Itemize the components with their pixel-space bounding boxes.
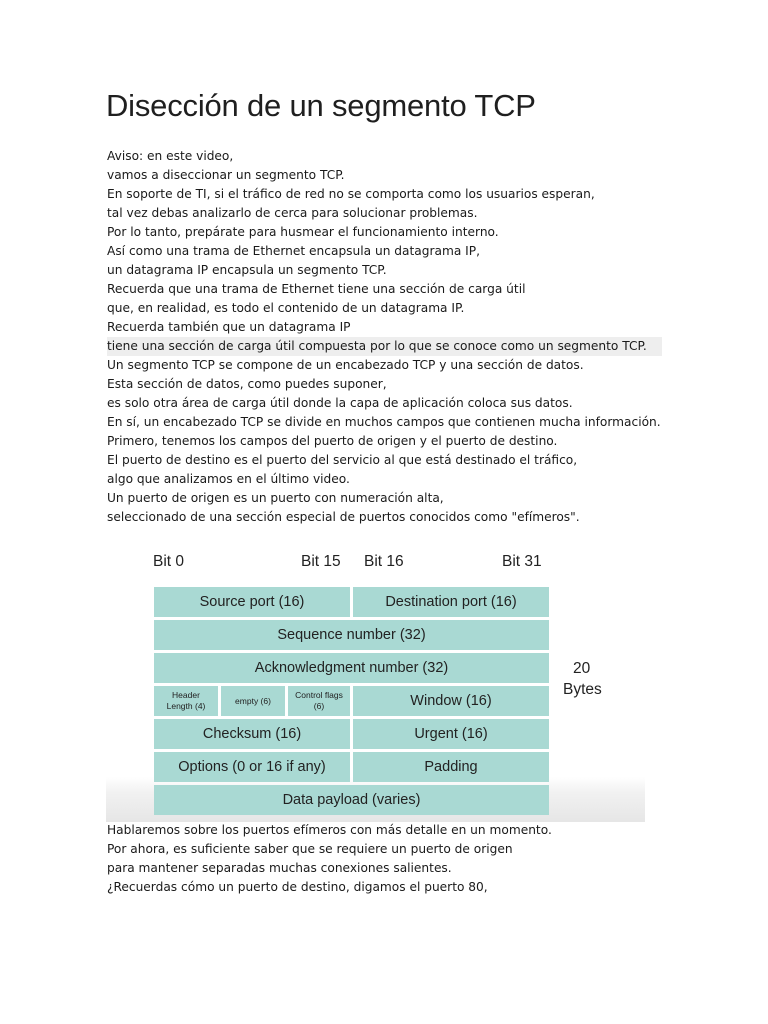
options-field: Options (0 or 16 if any) — [154, 752, 350, 782]
bit-label-15: Bit 15 — [301, 553, 341, 570]
tcp-header-diagram — [106, 541, 645, 822]
text-line: vamos a diseccionar un segmento TCP. — [107, 168, 345, 182]
data-payload-field: Data payload (varies) — [154, 785, 549, 815]
text-line: para mantener separadas muchas conexiones salientes. — [107, 861, 452, 875]
header-size-number: 20 — [573, 660, 591, 677]
text-line: Por ahora, es suficiente saber que se requiere un puerto de origen — [107, 842, 513, 856]
text-line: algo que analizamos en el último video. — [107, 472, 350, 486]
highlighted-text-line: tiene una sección de carga útil compuesta por lo que se conoce como un segmento TCP. — [107, 337, 662, 356]
text-line: seleccionado de una sección especial de puertos conocidos como "efímeros". — [107, 510, 580, 524]
source-port-field: Source port (16) — [154, 587, 350, 617]
bit-label-31: Bit 31 — [502, 553, 542, 570]
text-line: Un segmento TCP se compone de un encabezado TCP y una sección de datos. — [107, 358, 584, 372]
text-line: Así como una trama de Ethernet encapsula un datagrama IP, — [107, 244, 481, 258]
header-length-field: Header Length (4) — [154, 686, 218, 716]
sequence-number-field: Sequence number (32) — [154, 620, 549, 650]
text-line: Hablaremos sobre los puertos efímeros con más detalle en un momento. — [107, 823, 552, 837]
header-size-unit: Bytes — [563, 681, 602, 698]
empty-field: empty (6) — [221, 686, 285, 716]
text-line: que, en realidad, es todo el contenido de un datagrama IP. — [107, 301, 465, 315]
text-line: tal vez debas analizarlo de cerca para solucionar problemas. — [107, 206, 478, 220]
page-title: Disección de un segmento TCP — [106, 88, 536, 123]
text-line: En sí, un encabezado TCP se divide en muchos campos que contienen mucha información. — [107, 415, 661, 429]
bit-label-16: Bit 16 — [364, 553, 404, 570]
text-line: Aviso: en este video, — [107, 149, 234, 163]
text-line: Recuerda que una trama de Ethernet tiene una sección de carga útil — [107, 282, 526, 296]
destination-port-field: Destination port (16) — [353, 587, 549, 617]
bit-label-0: Bit 0 — [153, 553, 185, 570]
text-line: ¿Recuerdas cómo un puerto de destino, digamos el puerto 80, — [107, 880, 488, 894]
text-line: es solo otra área de carga útil donde la capa de aplicación coloca sus datos. — [107, 396, 573, 410]
window-field: Window (16) — [353, 686, 549, 716]
control-flags-field: Control flags (6) — [288, 686, 350, 716]
text-line: En soporte de TI, si el tráfico de red no se comporta como los usuarios esperan, — [107, 187, 595, 201]
urgent-field: Urgent (16) — [353, 719, 549, 749]
text-line: Por lo tanto, prepárate para husmear el funcionamiento interno. — [107, 225, 499, 239]
padding-field: Padding — [353, 752, 549, 782]
text-line: Primero, tenemos los campos del puerto de origen y el puerto de destino. — [107, 434, 558, 448]
paragraph-intro — [107, 147, 662, 527]
text-line: un datagrama IP encapsula un segmento TCP. — [107, 263, 387, 277]
text-line: Un puerto de origen es un puerto con numeración alta, — [107, 491, 444, 505]
checksum-field: Checksum (16) — [154, 719, 350, 749]
text-line: Esta sección de datos, como puedes suponer, — [107, 377, 387, 391]
text-line: Recuerda también que un datagrama IP — [107, 320, 351, 334]
paragraph-continuation — [107, 821, 552, 897]
acknowledgment-number-field: Acknowledgment number (32) — [154, 653, 549, 683]
text-line: El puerto de destino es el puerto del servicio al que está destinado el tráfico, — [107, 453, 578, 467]
